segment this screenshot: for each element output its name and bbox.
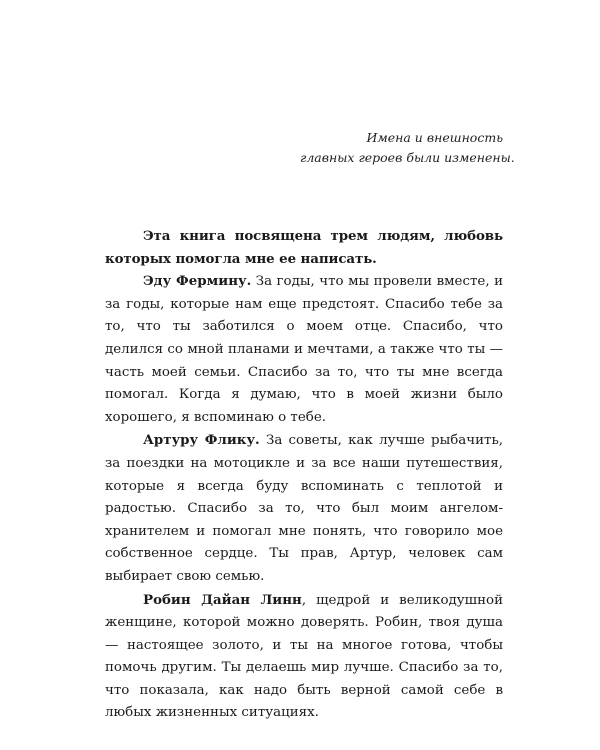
dedication-paragraph-text-arthur: За советы, как лучше рыбачить, за поездки на мотоцикле и за все наши путешествия, которые я всегда буду вспоминать с теплотой и радостью. Спасибо за то, что был моим ангелом-хранителем и помогал мне понять, что говорило мое собственное сердце. Ты прав, Артур, человек сам выбирает свою семью. (105, 433, 504, 584)
epigraph-line-1: Имена и внешность (366, 130, 503, 145)
epigraph-line-2: главных героев были изменены. (300, 150, 515, 165)
dedication-text (105, 225, 503, 725)
dedicatee-name-arthur: Артуру Флику. (143, 432, 260, 449)
epigraph (300, 128, 515, 168)
dedication-paragraph-text-ed: За годы, что мы провели вместе, и за годы, которые нам еще предстоят. Спасибо тебе за то, что ты заботился о моем отце. Спасибо, что делился со мной планами и мечтами, а также что ты — часть моей семьи. Спасибо за то, что ты мне всегда помогал. Когда я думаю, что в моей жизни было хорошего, я вспоминаю о тебе. (105, 274, 503, 425)
dedicatee-name-robin: Робин Дайан Линн (143, 591, 302, 608)
dedicatee-name-ed: Эду Фермину. (143, 273, 252, 290)
dedication-paragraph-ed (105, 270, 503, 429)
dedication-paragraph-text-robin: , щедрой и великодушной женщине, которой можно доверять. Робин, твоя душа — настоящее золото, и ты на многое готова, чтобы помочь другим. Ты делаешь мир лучше. Спасибо за то, что показала, как надо быть верной самой себе в любых жизненных ситуациях. (105, 592, 503, 721)
dedication-paragraph-robin (105, 589, 503, 726)
dedication-paragraph-arthur (105, 429, 503, 588)
dedication-intro: Эта книга посвящена трем людям, любовь которых помогла мне ее написать. (105, 228, 503, 267)
